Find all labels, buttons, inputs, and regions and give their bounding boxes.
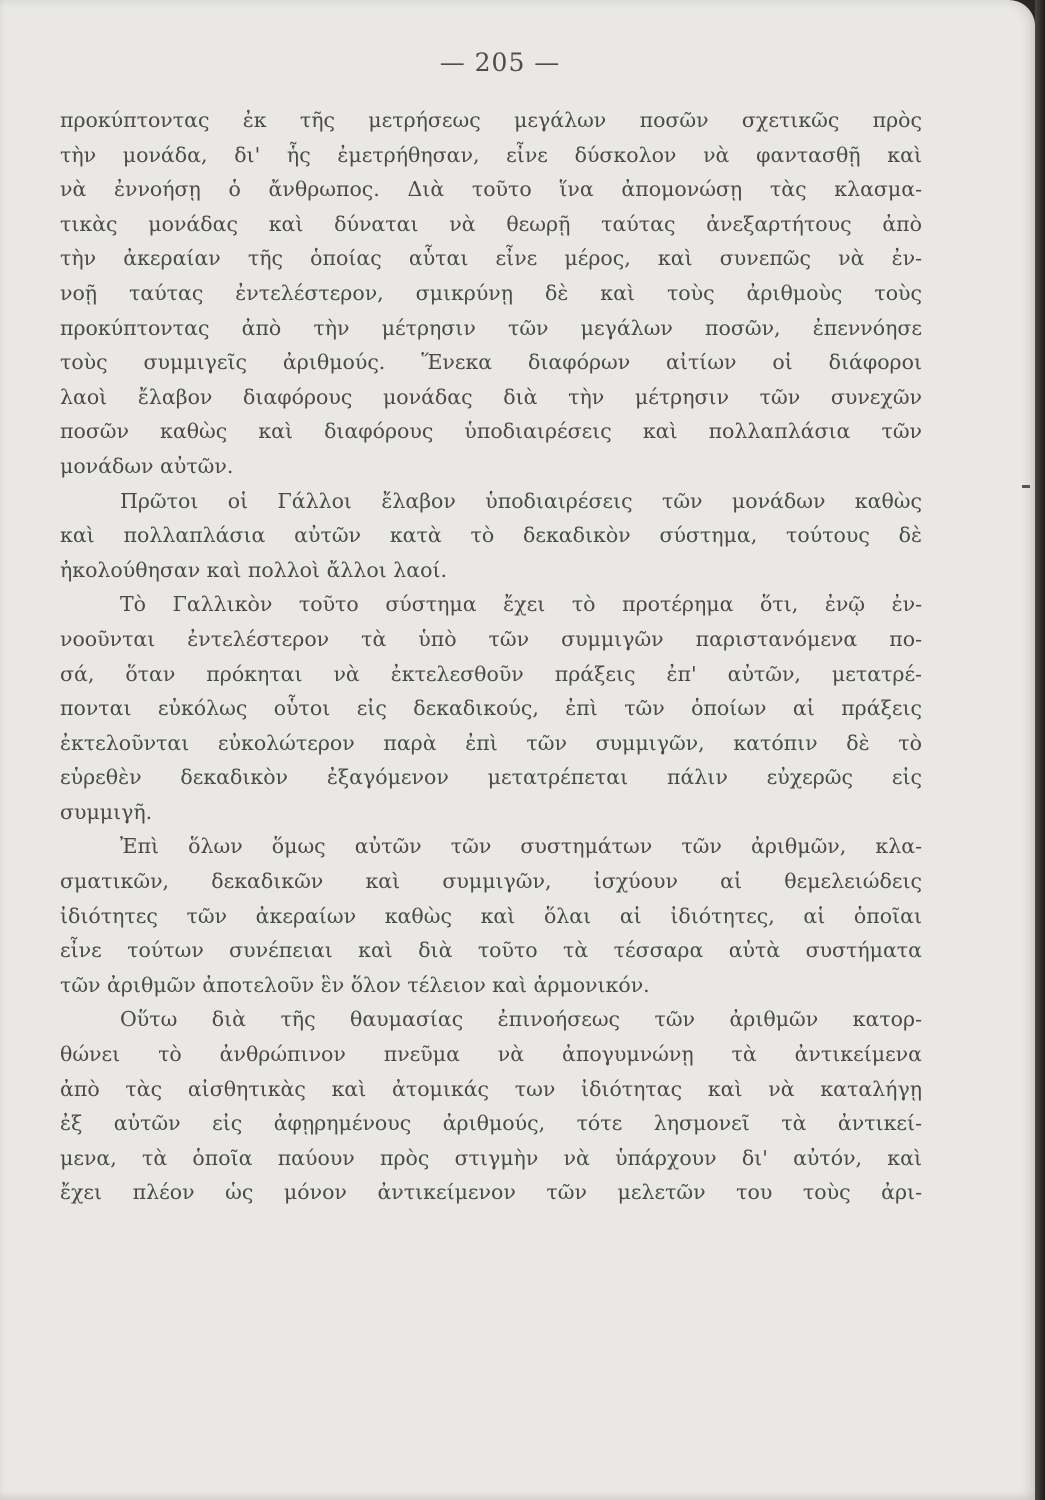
text-line: τὴν ἀκεραίαν τῆς ὁποίας αὗται εἶνε μέρος, καὶ συνεπῶς νὰ ἐν-	[60, 246, 922, 271]
text-line: καὶ πολλαπλάσια αὐτῶν κατὰ τὸ δεκαδικὸν σύστημα, τούτους δὲ	[60, 523, 922, 548]
paragraph-5	[60, 1002, 922, 1210]
text-line: θώνει τὸ ἀνθρώπινον πνεῦμα νὰ ἀπογυμνώνῃ τὰ ἀντικείμενα	[60, 1042, 922, 1067]
text-line: τῶν ἀριθμῶν ἀποτελοῦν ἓν ὅλον τέλειον καὶ ἁρμονικόν.	[60, 972, 650, 997]
text-line: ἐκτελοῦνται εὐκολώτερον παρὰ ἐπὶ τῶν συμμιγῶν, κατόπιν δὲ τὸ	[60, 730, 922, 755]
page-number: — 205 —	[439, 48, 561, 77]
text-line: μενα, τὰ ὁποῖα παύουν πρὸς στιγμὴν νὰ ὑπάρχουν δι' αὐτόν, καὶ	[60, 1145, 922, 1170]
text-line: συμμιγῆ.	[60, 799, 153, 824]
paragraph-4	[60, 829, 922, 1002]
text-line: τὴν μονάδα, δι' ἧς ἐμετρήθησαν, εἶνε δύσκολον νὰ φαντασθῇ καὶ	[60, 142, 922, 167]
text-line: πονται εὐκόλως οὗτοι εἰς δεκαδικούς, ἐπὶ τῶν ὁποίων αἱ πράξεις	[60, 696, 922, 721]
text-line: τοὺς συμμιγεῖς ἀριθμούς. Ἕνεκα διαφόρων αἰτίων οἱ διάφοροι	[60, 350, 922, 375]
paragraph-1	[60, 103, 922, 484]
paragraph-2	[60, 484, 922, 588]
text-line: ἰδιότητες τῶν ἀκεραίων καθὼς καὶ ὅλαι αἱ ἰδιότητες, αἱ ὁποῖαι	[60, 903, 922, 928]
margin-mark	[1022, 485, 1030, 488]
text-line: προκύπτοντας ἀπὸ τὴν μέτρησιν τῶν μεγάλων ποσῶν, ἐπεννόησε	[60, 315, 922, 340]
text-line: ἐξ αὐτῶν εἰς ἀφῃρημένους ἀριθμούς, τότε λησμονεῖ τὰ ἀντικεί-	[60, 1111, 922, 1136]
text-line: προκύπτοντας ἐκ τῆς μετρήσεως μεγάλων ποσῶν σχετικῶς πρὸς	[60, 108, 922, 132]
text-line: ποσῶν καθὼς καὶ διαφόρους ὑποδιαιρέσεις καὶ πολλαπλάσια τῶν	[60, 419, 922, 444]
text-line: ἔχει πλέον ὡς μόνον ἀντικείμενον τῶν μελετῶν του τοὺς ἀρι-	[60, 1180, 922, 1205]
text-line: ἠκολούθησαν καὶ πολλοὶ ἄλλοι λαοί.	[60, 557, 448, 582]
text-line: τικὰς μονάδας καὶ δύναται νὰ θεωρῇ ταύτας ἀνεξαρτήτους ἀπὸ	[60, 211, 922, 236]
text-line: εἶνε τούτων συνέπειαι καὶ διὰ τοῦτο τὰ τέσσαρα αὐτὰ συστήματα	[60, 938, 922, 963]
text-line: νοῇ ταύτας ἐντελέστερον, σμικρύνῃ δὲ καὶ τοὺς ἀριθμοὺς τοὺς	[60, 280, 922, 305]
text-line: σματικῶν, δεκαδικῶν καὶ συμμιγῶν, ἰσχύουν αἱ θεμελειώδεις	[60, 869, 922, 894]
text-line: νοοῦνται ἐντελέστερον τὰ ὑπὸ τῶν συμμιγῶν παριστανόμενα πο-	[60, 626, 922, 651]
text-line: σά, ὅταν πρόκηται νὰ ἐκτελεσθοῦν πράξεις ἐπ' αὐτῶν, μετατρέ-	[60, 661, 922, 686]
text-line: ἀπὸ τὰς αἰσθητικὰς καὶ ἀτομικάς των ἰδιότητας καὶ νὰ καταλήγῃ	[60, 1076, 922, 1101]
text-line: Οὕτω διὰ τῆς θαυμασίας ἐπινοήσεως τῶν ἀριθμῶν κατορ-	[120, 1007, 922, 1032]
body-text	[60, 103, 922, 1210]
paragraph-3	[60, 587, 922, 829]
text-line: Τὸ Γαλλικὸν τοῦτο σύστημα ἔχει τὸ προτέρημα ὅτι, ἐνῷ ἐν-	[120, 592, 922, 617]
text-line: λαοὶ ἔλαβον διαφόρους μονάδας διὰ τὴν μέτρησιν τῶν συνεχῶν	[60, 384, 922, 409]
text-line: Ἐπὶ ὅλων ὅμως αὐτῶν τῶν συστημάτων τῶν ἀριθμῶν, κλα-	[120, 834, 922, 859]
text-line: νὰ ἐννοήσῃ ὁ ἄνθρωπος. Διὰ τοῦτο ἵνα ἀπομονώσῃ τὰς κλασμα-	[60, 177, 922, 202]
text-line: εὑρεθὲν δεκαδικὸν ἐξαγόμενον μετατρέπεται πάλιν εὐχερῶς εἰς	[60, 765, 922, 790]
text-line: μονάδων αὐτῶν.	[60, 453, 234, 478]
text-line: Πρῶτοι οἱ Γάλλοι ἔλαβον ὑποδιαιρέσεις τῶν μονάδων καθὼς	[120, 488, 922, 513]
page-edge	[1035, 0, 1045, 1500]
